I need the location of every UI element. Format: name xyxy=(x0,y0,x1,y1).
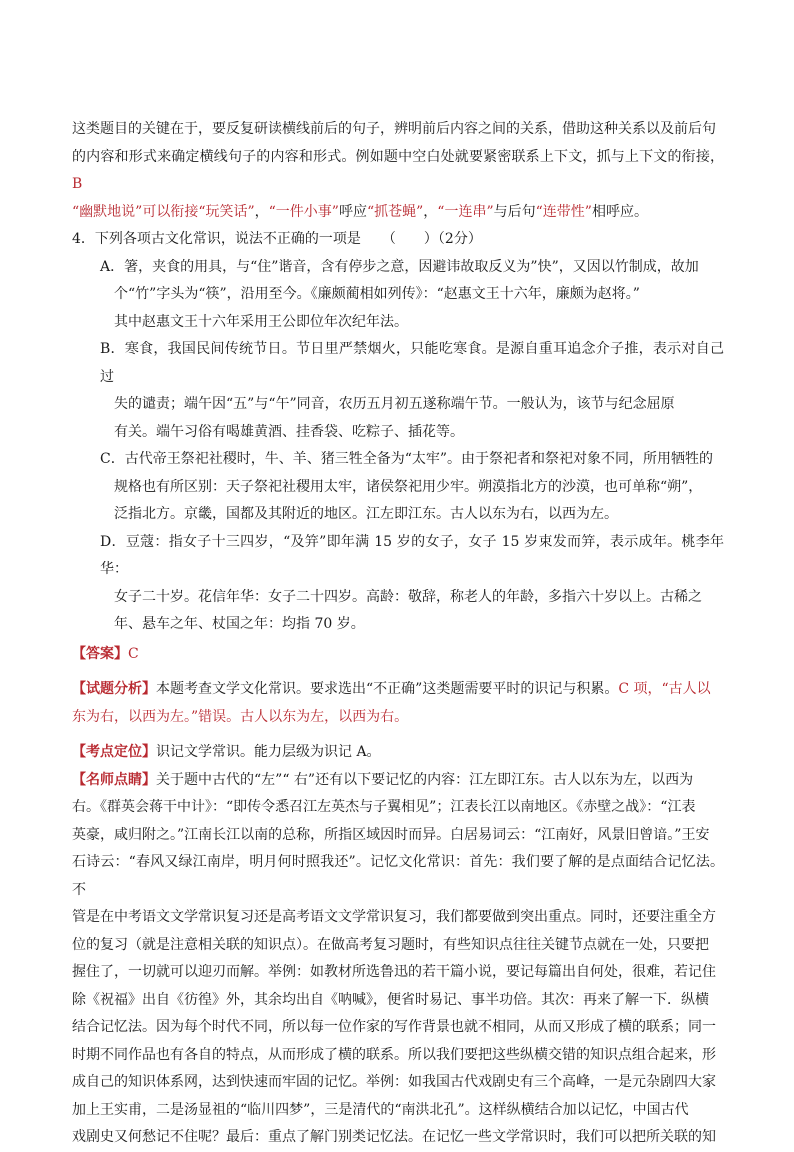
tips-line: 成自己的知识体系网，达到快速而牢固的记忆。举例：如我国古代戏剧史有三个高峰，一是元杂剧四大家 xyxy=(72,1074,716,1090)
spacer xyxy=(72,668,724,676)
option-d-line-3: 年、悬车之年、杖国之年：均指 70 岁。 xyxy=(114,616,365,632)
option-c-line-3: 泛指北方。京畿，国都及其附近的地区。江左即江东。古人以东为右，以西为左。 xyxy=(114,506,618,522)
tips-line: 握住了，一切就可以迎刃而解。举例：如教材所选鲁迅的若干篇小说，要记每篇出自何处，很难，若记住 xyxy=(72,964,716,980)
tips-line: 结合记忆法。因为每个时代不同，所以每一位作家的写作背景也就不相同，从而又形成了横的联系；同一 xyxy=(72,1019,716,1035)
intro-line-2: 的内容和形式来确定横线句子的内容和形式。例如题中空白处就要紧密联系上下文，抓与上下文的衔接， xyxy=(72,148,724,165)
intro-sep-a: ， xyxy=(254,203,269,220)
answer-tag: 【答案】 xyxy=(72,645,128,662)
intro-quote-b: “一件小事” xyxy=(268,203,339,220)
tips-line: 时期不同作品也有各自的特点，从而形成了横的联系。所以我们要把这些纵横交错的知识点组合起来，形 xyxy=(72,1046,716,1063)
tips-line: 管是在中考语文文学常识复习还是高考语文文学常识复习，我们都要做到突出重点。同时，还要注重全方 xyxy=(72,909,716,925)
intro-quote-d: “一连串” xyxy=(437,203,494,220)
option-a xyxy=(72,254,724,337)
document-content xyxy=(72,116,724,1152)
intro-sep-c: ， xyxy=(423,203,438,220)
intro-sep-d: 与后句 xyxy=(493,203,536,220)
point-paragraph xyxy=(72,739,724,767)
tips-line: 加上王实甫，二是汤显祖的“临川四梦”，三是清代的“南洪北孔”。这样纵横结合加以记忆，中国古代 xyxy=(72,1101,689,1118)
option-a-line-1: A．箸，夹食的用具，与“住”谐音，含有停步之意，因避讳故取反义为”快”，又因以竹制成，故加 xyxy=(100,258,699,275)
option-c xyxy=(72,446,724,529)
analysis-tag: 【试题分析】 xyxy=(72,681,156,697)
option-a-line-2: 个“竹”字头为“筷”，沿用至今。《廉颇蔺相如列传》：“赵惠文王十六年，廉颇为赵将。” xyxy=(114,286,640,302)
tips-line: 石诗云：“春风又绿江南岸，明月何时照我还”。记忆文化常识：首先：我们要了解的是点面结合记忆法。不 xyxy=(72,854,724,898)
intro-sep-e: 相呼应。 xyxy=(591,203,648,220)
analysis-text: 本题考查文学文化常识。要求选出“不正确”这类题需要平时的识记与积累。 xyxy=(156,681,619,697)
intro-quote-c: “抓苍蝇” xyxy=(366,203,424,220)
answer-value: C xyxy=(128,645,139,662)
tips-line: 右。《群英会蒋干中计》：“即传令悉召江左英杰与子翼相见”；江表长江以南地区。《赤壁之战》：“江表 xyxy=(72,799,696,815)
answer-row xyxy=(72,639,724,669)
tips-line: 英豪，咸归附之。”江南长江以南的总称，所指区域因时而异。白居易词云：“江南好，风景旧曾谙。”王安 xyxy=(72,826,710,843)
intro-quote-e: “连带性” xyxy=(535,203,592,220)
intro-answer-letter: B xyxy=(72,176,83,192)
option-c-line-1: C．古代帝王祭祀社稷时，牛、羊、猪三牲全备为“太牢”。由于祭祀者和祭祀对象不同，所用牺牲的 xyxy=(100,451,714,467)
point-tag: 【考点定位】 xyxy=(72,744,156,760)
intro-line-1: 这类题目的关键在于，要反复研读横线前后的句子，辨明前后内容之间的关系，借助这种关系以及前后句 xyxy=(72,121,716,137)
option-b xyxy=(72,336,724,446)
point-text: 识记文学常识。能力层级为识记 A。 xyxy=(156,744,381,760)
option-d-line-2: 女子二十岁。花信年华：女子二十四岁。高龄：敬辞，称老人的年龄，多指六十岁以上。古稀之 xyxy=(114,588,702,605)
option-d xyxy=(72,529,724,639)
option-c-line-2: 规格也有所区别：天子祭祀社稷用太牢，诸侯祭祀用少牢。朔漠指北方的沙漠，也可单称“朔”， xyxy=(114,478,703,495)
tips-line: 除《祝福》出自《彷徨》外，其余均出自《呐喊》，便省时易记、事半功倍。其次：再来了解一下．纵横 xyxy=(72,991,709,1008)
analysis-paragraph xyxy=(72,676,724,731)
tips-line: 位的复习（就是注意相关联的知识点）。在做高考复习题时，有些知识点往往关键节点就在一处，只要把 xyxy=(72,936,709,953)
intro-sep-b: 呼应 xyxy=(338,203,367,220)
intro-paragraph xyxy=(72,116,724,226)
analysis-highlight-1: C 项，“古人以 xyxy=(618,681,711,697)
option-b-line-2: 失的谴责；端午因“五”与“午”同音，农历五月初五遂称端午节。一般认为，该节与纪念屈原 xyxy=(114,396,675,412)
tips-tag: 【名师点睛】 xyxy=(72,771,156,788)
intro-quote-a: “幽默地说”可以衔接“玩笑话” xyxy=(72,203,255,220)
option-b-line-3: 有关。端午习俗有喝雄黄酒、挂香袋、吃粽子、插花等。 xyxy=(114,423,464,440)
analysis-highlight-2: 东为右，以西为左。”错误。古人以东为左，以西为右。 xyxy=(72,708,409,725)
question-stem: 4．下列各项古文化常识，说法不正确的一项是 （ ）（2分） xyxy=(72,231,482,247)
tips-line: 戏剧史又何愁记不住呢？最后：重点了解门别类记忆法。在记忆一些文学常识时，我们可以把所关联的知 xyxy=(72,1129,716,1145)
option-b-line-1: B．寒食，我国民间传统节日。节日里严禁烟火，只能吃寒食。是源自重耳追念介子推，表示对自己过 xyxy=(100,341,724,385)
tips-paragraph xyxy=(72,767,724,1152)
tips-line: 关于题中古代的“左”“ 右”还有以下要记忆的内容：江左即江东。古人以东为左，以西为 xyxy=(156,771,694,788)
spacer xyxy=(72,731,724,739)
option-d-line-1: D．豆蔻：指女子十三四岁，“及笄”即年满 15 岁的女子，女子 15 岁束发而笄，表示成年。桃李年华： xyxy=(100,533,724,577)
option-a-line-3: 其中赵惠文王十六年采用王公即位年次纪年法。 xyxy=(114,313,408,330)
